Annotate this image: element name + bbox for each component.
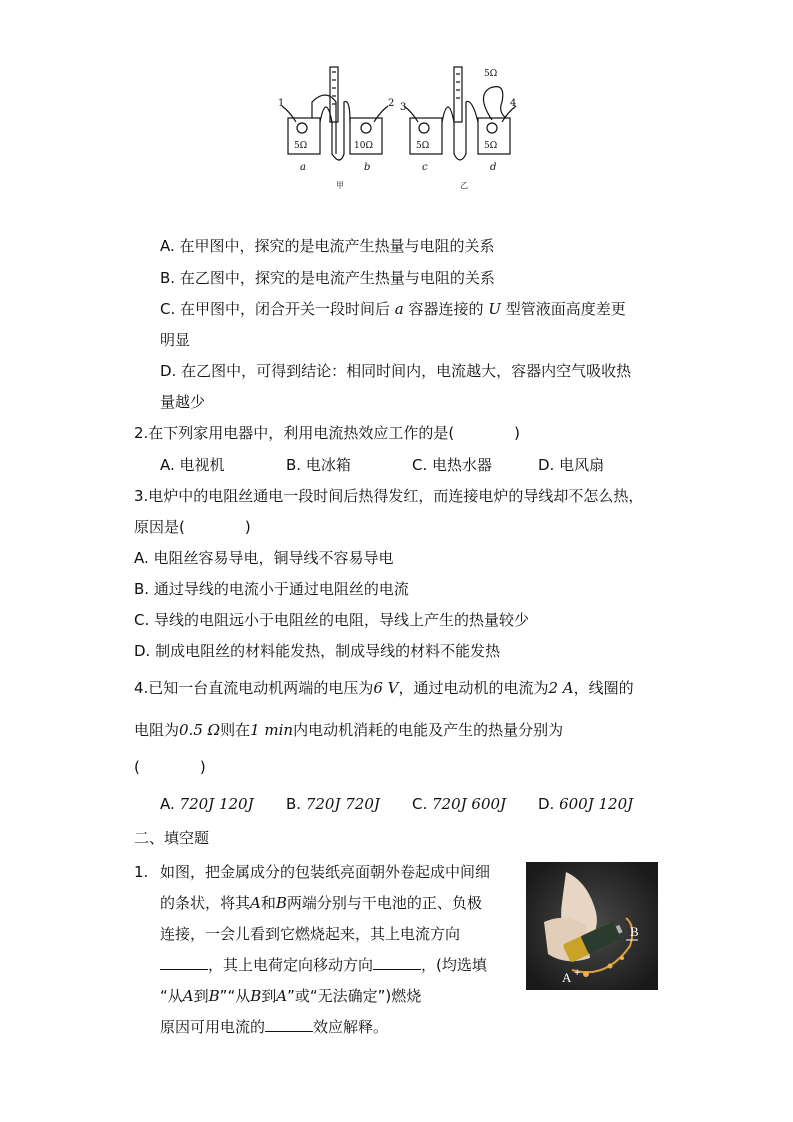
fill1-line-5a: “从: [160, 987, 183, 1005]
q3-option-c: C. 导线的电阻远小于电阻丝的电阻，导线上产生的热量较少: [134, 611, 530, 629]
photo-label-a: A: [562, 970, 572, 985]
figure-yi-label: 乙: [460, 181, 468, 190]
figure-jia-label: 甲: [336, 181, 344, 190]
q4-stem-1c: ，线圈的: [573, 679, 634, 697]
q4-option-b-letter: B.: [286, 795, 306, 813]
q3-option-d: D. 制成电阻丝的材料能发热，制成导线的材料不能发热: [134, 642, 501, 660]
resistor-external-label: 5Ω: [484, 69, 498, 79]
fill1-line-5-point-a1: A: [182, 987, 194, 1005]
q4-stem-line-1: [134, 678, 634, 698]
fill1-line-5e: ”或“无法确定”)燃烧: [287, 987, 422, 1005]
terminal-1-label: 1: [278, 98, 285, 109]
fill1-line-5b: 到: [193, 987, 209, 1005]
q4-answer-paren: ( ): [134, 758, 206, 776]
q3-stem-line-2: 原因是( ): [134, 518, 251, 536]
q4-option-d: [538, 794, 633, 814]
fill1-line-5-point-a2: A: [276, 987, 288, 1005]
q4-option-c-letter: C.: [412, 795, 433, 813]
fill1-line-1: 如图，把金属成分的包装纸亮面朝外卷起成中间细: [160, 863, 491, 881]
battery-foil-photo: [526, 862, 658, 990]
terminal-2-label: 2: [388, 98, 395, 109]
q4-stem-1a: 4.已知一台直流电动机两端的电压为: [134, 679, 374, 697]
q4-option-d-value: 600J 120J: [559, 795, 634, 813]
fill1-line-4b: ，(均选填: [421, 956, 487, 974]
q1-option-a: A. 在甲图中，探究的是电流产生热量与电阻的关系: [160, 237, 495, 255]
q4-option-a-value: 720J 120J: [179, 795, 254, 813]
container-c-label: c: [422, 162, 428, 173]
q4-resistance: 0.5 Ω: [179, 721, 221, 739]
fill1-blank-charge-direction[interactable]: [373, 955, 421, 970]
fill1-blank-effect[interactable]: [265, 1017, 313, 1032]
q2-stem: 2.在下列家用电器中，利用电流热效应工作的是( ): [134, 424, 521, 442]
q1-option-c: [160, 299, 626, 319]
q4-option-c: [412, 794, 506, 814]
fill1-line-2a: 的条状，将其: [160, 894, 251, 912]
container-d-label: d: [490, 162, 497, 173]
terminal-4-label: 4: [510, 98, 517, 109]
q4-current: 2 A: [548, 679, 574, 697]
q4-option-b: [286, 794, 380, 814]
photo-label-b: B: [630, 924, 639, 939]
resistor-b-label: 10Ω: [354, 141, 373, 151]
fill1-line-2b: 和: [260, 894, 276, 912]
q4-voltage: 6 V: [373, 679, 399, 697]
fill1-point-a: A: [250, 894, 261, 912]
q3-option-b: B. 通过导线的电流小于通过电阻丝的电流: [134, 580, 409, 598]
q4-stem-1b: ，通过电动机的电流为: [398, 679, 549, 697]
q4-stem-2b: 则在: [220, 721, 251, 739]
resistor-a-label: 5Ω: [294, 141, 308, 151]
q4-stem-line-2: [134, 720, 563, 740]
container-b-label: b: [364, 162, 371, 173]
fill1-line-6a: 原因可用电流的: [160, 1018, 266, 1036]
fill1-line-5: [160, 986, 421, 1006]
photo-label-plus: +: [574, 967, 581, 979]
q2-option-c: C. 电热水器: [412, 456, 493, 474]
q1-option-b: B. 在乙图中，探究的是电流产生热量与电阻的关系: [160, 269, 495, 287]
q1-option-d: D. 在乙图中，可得到结论：相同时间内，电流越大，容器内空气吸收热: [160, 362, 632, 380]
fill1-line-2: [160, 893, 482, 913]
q3-option-a: A. 电阻丝容易导电，铜导线不容易导电: [134, 549, 394, 567]
fill1-line-4: [160, 955, 487, 975]
fill1-line-5-point-b2: B: [250, 987, 262, 1005]
fill1-line-5-point-b1: B: [208, 987, 220, 1005]
q1-option-c-var-u: U: [488, 300, 501, 318]
q4-option-d-letter: D.: [538, 795, 560, 813]
q2-option-d: D. 电风扇: [538, 456, 605, 474]
fill1-line-5c: ”“从: [219, 987, 251, 1005]
resistor-c-label: 5Ω: [416, 141, 430, 151]
experiment-diagram: [270, 62, 530, 192]
q4-option-a: [160, 794, 254, 814]
q4-stem-2c: 内电动机消耗的电能及产生的热量分别为: [293, 721, 564, 739]
q1-option-c-line-2: 明显: [160, 331, 191, 349]
q4-option-b-value: 720J 720J: [305, 795, 380, 813]
section-heading-fill-in: 二、填空题: [134, 829, 210, 847]
tube-right: [454, 67, 462, 122]
q1-option-c-var-a: a: [394, 300, 404, 318]
q4-time: 1 min: [250, 721, 294, 739]
tube-left: [330, 67, 338, 122]
fill1-line-4a: ，其上电荷定向移动方向: [208, 956, 374, 974]
q3-stem-line-1: 3.电炉中的电阻丝通电一段时间后热得发红，而连接电炉的导线却不怎么热，: [134, 487, 644, 505]
fill1-line-3: 连接，一会儿看到它燃烧起来，其上电流方向: [160, 925, 461, 943]
fill1-line-6b: 效应解释。: [313, 1018, 389, 1036]
fill1-blank-current-direction[interactable]: [160, 955, 208, 970]
fill1-line-2c: 两端分别与干电池的正、负极: [286, 894, 482, 912]
q1-option-c-text-2: 容器连接的: [408, 300, 484, 318]
resistor-d-label: 5Ω: [484, 141, 498, 151]
terminal-3-label: 3: [400, 102, 407, 113]
q1-option-d-line-2: 量越少: [160, 393, 206, 411]
q2-option-b: B. 电冰箱: [286, 456, 351, 474]
q1-option-c-text-3: 型管液面高度差更: [505, 300, 626, 318]
fill1-line-6: [160, 1017, 388, 1037]
container-a-label: a: [300, 162, 306, 173]
fill1-number: 1.: [134, 863, 149, 881]
q1-option-c-text-1: C. 在甲图中，闭合开关一段时间后: [160, 300, 391, 318]
fill1-point-b: B: [275, 894, 287, 912]
q4-option-c-value: 720J 600J: [432, 795, 507, 813]
q2-option-a: A. 电视机: [160, 456, 225, 474]
q4-option-a-letter: A.: [160, 795, 180, 813]
fill1-line-5d: 到: [261, 987, 277, 1005]
q4-stem-2a: 电阻为: [134, 721, 180, 739]
